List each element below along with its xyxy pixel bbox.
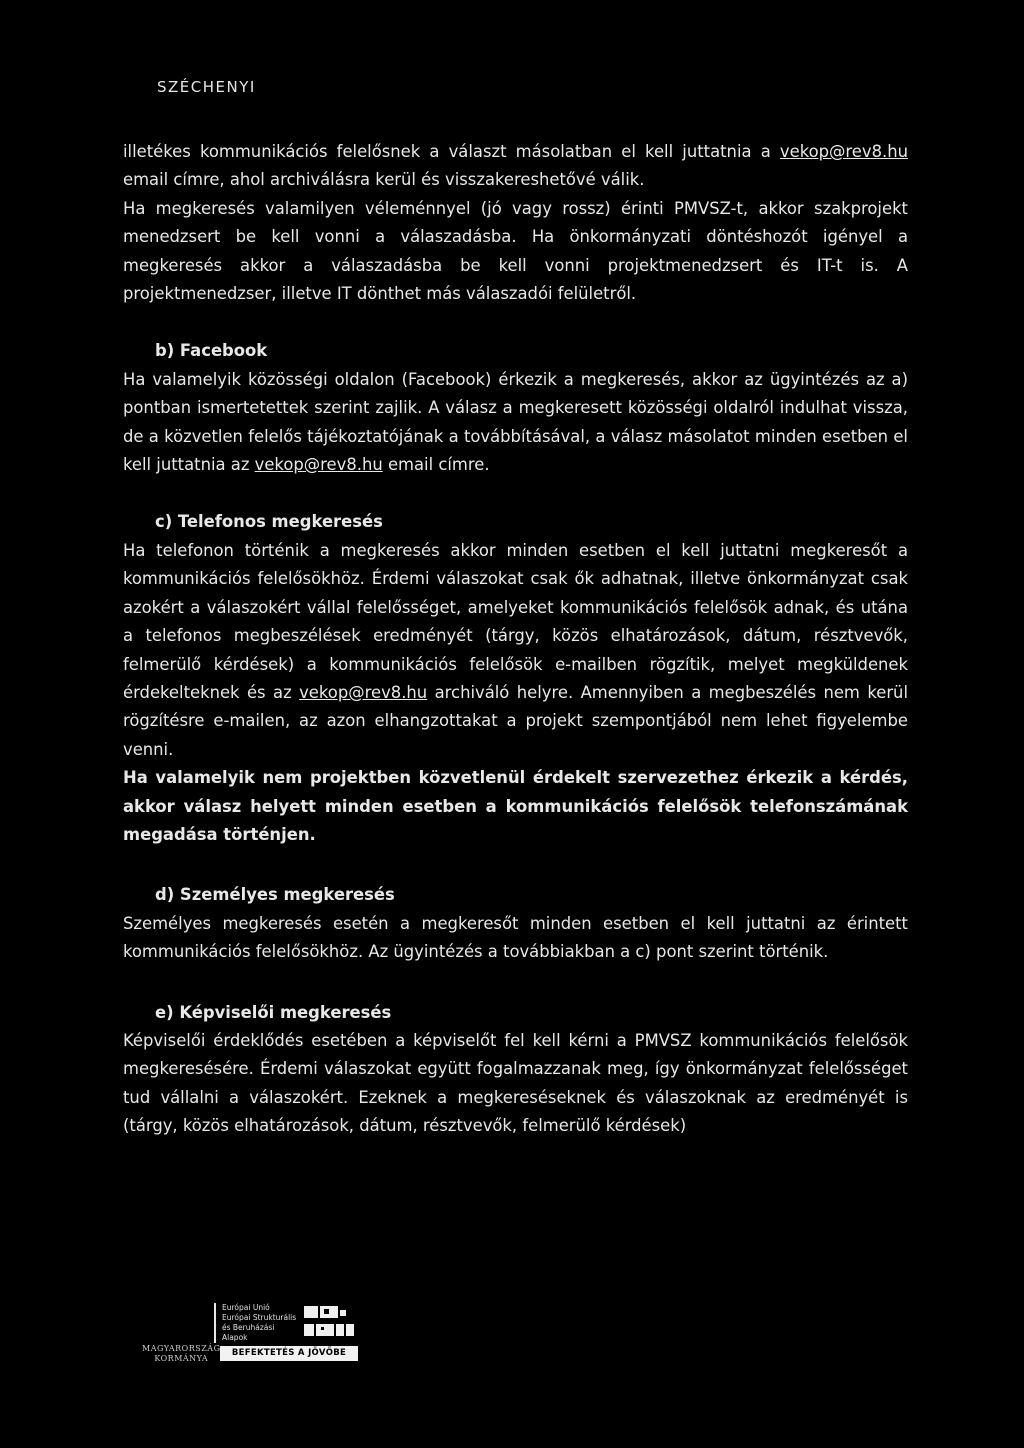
section-c-text	[123, 537, 908, 764]
section-c-text-pre: Ha telefonon történik a megkeresés akkor minden esetben el kell juttatni megkeresőt a kommunikációs felelősökhöz. Érdemi válaszokat csak ők adhatnak, illetve önkormányzat csak azokért a válaszokért vállal felelősséget, amelyeket kommunikációs felelősök adnak, és utána a telefonos megbeszélések eredményét (tárgy, közös elhatározások, dátum, résztvevők, felmerülő kérdések) a kommunikációs felelősök e-mailben rögzítik, melyet megküldenek érdekelteknek és az	[123, 540, 908, 702]
section-b-heading: b) Facebook	[155, 341, 268, 361]
intro-text-post: email címre, ahol archiválásra kerül és visszakereshetővé válik.	[123, 170, 645, 190]
email-link[interactable]: vekop@rev8.hu	[299, 682, 428, 702]
section-c-text-post: archiváló helyre. Amennyiben a megbeszélés nem kerül rögzítésre e-mailen, az azon elhangzottakat a projekt szempontjából nem lehet figyelembe venni.	[123, 682, 908, 759]
section-b-text-post: email címre.	[382, 455, 490, 475]
section-b-text-pre: Ha valamelyik közösségi oldalon (Facebook) érkezik a megkeresés, akkor az ügyintézés az a) pontban ismertetettek szerint zajlik. A válasz a megkeresett közösségi oldalról indulhat vissza, de a közvetlen felelős tájékoztatójának a továbbításával, a válasz másolatot minden esetben el kell juttatnia az	[123, 369, 908, 475]
intro-text-pre: illetékes kommunikációs felelősnek a választ másolatban el kell juttatnia a	[123, 142, 780, 161]
government-logo-line2: KORMÁNYA	[154, 1354, 209, 1363]
eu-label-line1: Európai Unió	[222, 1303, 270, 1312]
eu-label-line3: és Beruházási Alapok	[222, 1323, 275, 1342]
section-b-text	[123, 366, 908, 480]
document-body	[123, 138, 908, 1141]
eu-label-line2: Európai Strukturális	[222, 1313, 297, 1322]
government-logo	[142, 1344, 220, 1364]
section-e-heading: e) Képviselői megkeresés	[155, 1002, 392, 1022]
eu-flag-icon	[304, 1304, 360, 1338]
section-d-text: Személyes megkeresés esetén a megkeresőt minden esetben el kell juttatni az érintett kommunikációs felelősökhöz. Az ügyintézés a továbbiakban a c) pont szerint történik.	[123, 913, 908, 962]
government-logo-line1: MAGYARORSZÁG	[142, 1344, 221, 1353]
email-link[interactable]: vekop@rev8.hu	[779, 142, 908, 161]
eu-funds-label	[214, 1303, 300, 1343]
page-header-logo-text: SZÉCHENYI	[157, 78, 256, 96]
section-d-heading: d) Személyes megkeresés	[155, 885, 395, 905]
section-c-bold-note: Ha valamelyik nem projektben közvetlenül érdekelt szervezethez érkezik a kérdés, akkor válasz helyett minden esetben a kommunikációs felelősök telefonszámának megadása történjen.	[123, 768, 908, 844]
email-link[interactable]: vekop@rev8.hu	[254, 455, 383, 475]
section-c-heading: c) Telefonos megkeresés	[155, 512, 383, 532]
investment-banner: BEFEKTETÉS A JÖVŐBE	[220, 1346, 358, 1361]
section-e-text: Képviselői érdeklődés esetében a képviselőt fel kell kérni a PMVSZ kommunikációs felelősök megkeresésére. Érdemi válaszokat együtt fogalmazzanak meg, így önkormányzat felelősséget tud vállalni a válaszokért. Ezeknek a megkereséseknek és válaszoknak az eredményét is (tárgy, közös elhatározások, dátum, résztvevők, felmerülő kérdések)	[123, 1030, 908, 1136]
intro-paragraph-2: Ha megkeresés valamilyen véleménnyel (jó vagy rossz) érinti PMVSZ-t, akkor szakprojekt menedzsert be kell vonni a válaszadásba. Ha önkormányzati döntéshozót igényel a megkeresés akkor a válaszadásba be kell vonni projektmenedzsert és IT-t is. A projektmenedzser, illetve IT dönthet más válaszadói felületről.	[123, 198, 908, 304]
intro-paragraph-1	[123, 138, 908, 195]
